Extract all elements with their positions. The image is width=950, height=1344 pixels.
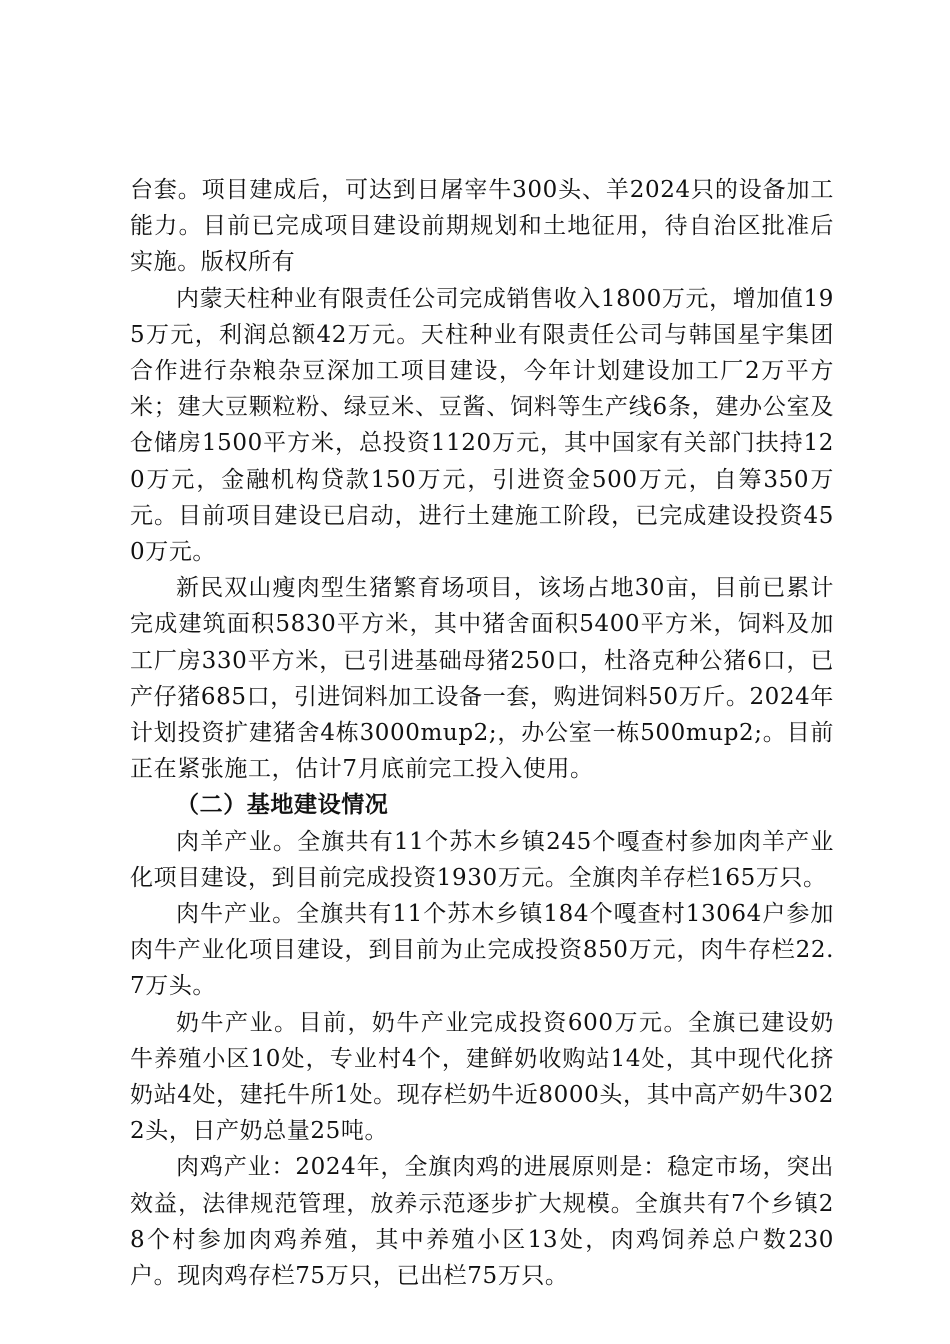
paragraph-beef-industry: 肉牛产业。全旗共有11个苏木乡镇184个嘎查村13064户参加肉牛产业化项目建设，到目前为止完成投资850万元，肉牛存栏22.7万头。	[130, 901, 834, 1000]
paragraph-pig-farm: 新民双山瘦肉型生猪繁育场项目，该场占地30亩，目前已累计完成建筑面积5830平方米，其中猪舍面积5400平方米，饲料及加工厂房330平方米，已引进基础母猪250口，杜洛克种公猪6口，已产仔猪685口，引进饲料加工设备一套，购进饲料50万斤。2024年计划投资扩建猪舍4栋3000mup2;，办公室一栋500mup2;。目前正在紧张施工，估计7月底前完工投入使用。	[130, 575, 834, 783]
paragraph-dairy-industry: 奶牛产业。目前，奶牛产业完成投资600万元。全旗已建设奶牛养殖小区10处，专业村4个，建鲜奶收购站14处，其中现代化挤奶站4处，建托牛所1处。现存栏奶牛近8000头，其中高产奶牛3022头，日产奶总量25吨。	[130, 1009, 834, 1145]
section-heading: （二）基地建设情况	[176, 792, 389, 819]
paragraph-tianzhu-seed: 内蒙天柱种业有限责任公司完成销售收入1800万元，增加值195万元，利润总额42万元。天柱种业有限责任公司与韩国星宇集团合作进行杂粮杂豆深加工项目建设，今年计划建设加工厂2万平方米；建大豆颗粒粉、绿豆米、豆酱、饲料等生产线6条，建办公室及仓储房1500平方米，总投资1120万元，其中国家有关部门扶持120万元，金融机构贷款150万元，引进资金500万元，自筹350万元。目前项目建设已启动，进行土建施工阶段，已完成建设投资450万元。	[130, 285, 834, 566]
paragraph-broiler-industry: 肉鸡产业：2024年，全旗肉鸡的进展原则是：稳定市场，突出效益，法律规范管理，放养示范逐步扩大规模。全旗共有7个乡镇28个村参加肉鸡养殖，其中养殖小区13处，肉鸡饲养总户数230户。现肉鸡存栏75万只，已出栏75万只。	[130, 1154, 834, 1290]
paragraph-project-capacity: 台套。项目建成后，可达到日屠宰牛300头、羊2024只的设备加工能力。目前已完成项目建设前期规划和土地征用，待自治区批准后实施。版权所有	[130, 177, 834, 276]
paragraph-mutton-industry: 肉羊产业。全旗共有11个苏木乡镇245个嘎查村参加肉羊产业化项目建设，到目前完成投资1930万元。全旗肉羊存栏165万只。	[130, 828, 834, 891]
document-body	[130, 172, 834, 1294]
